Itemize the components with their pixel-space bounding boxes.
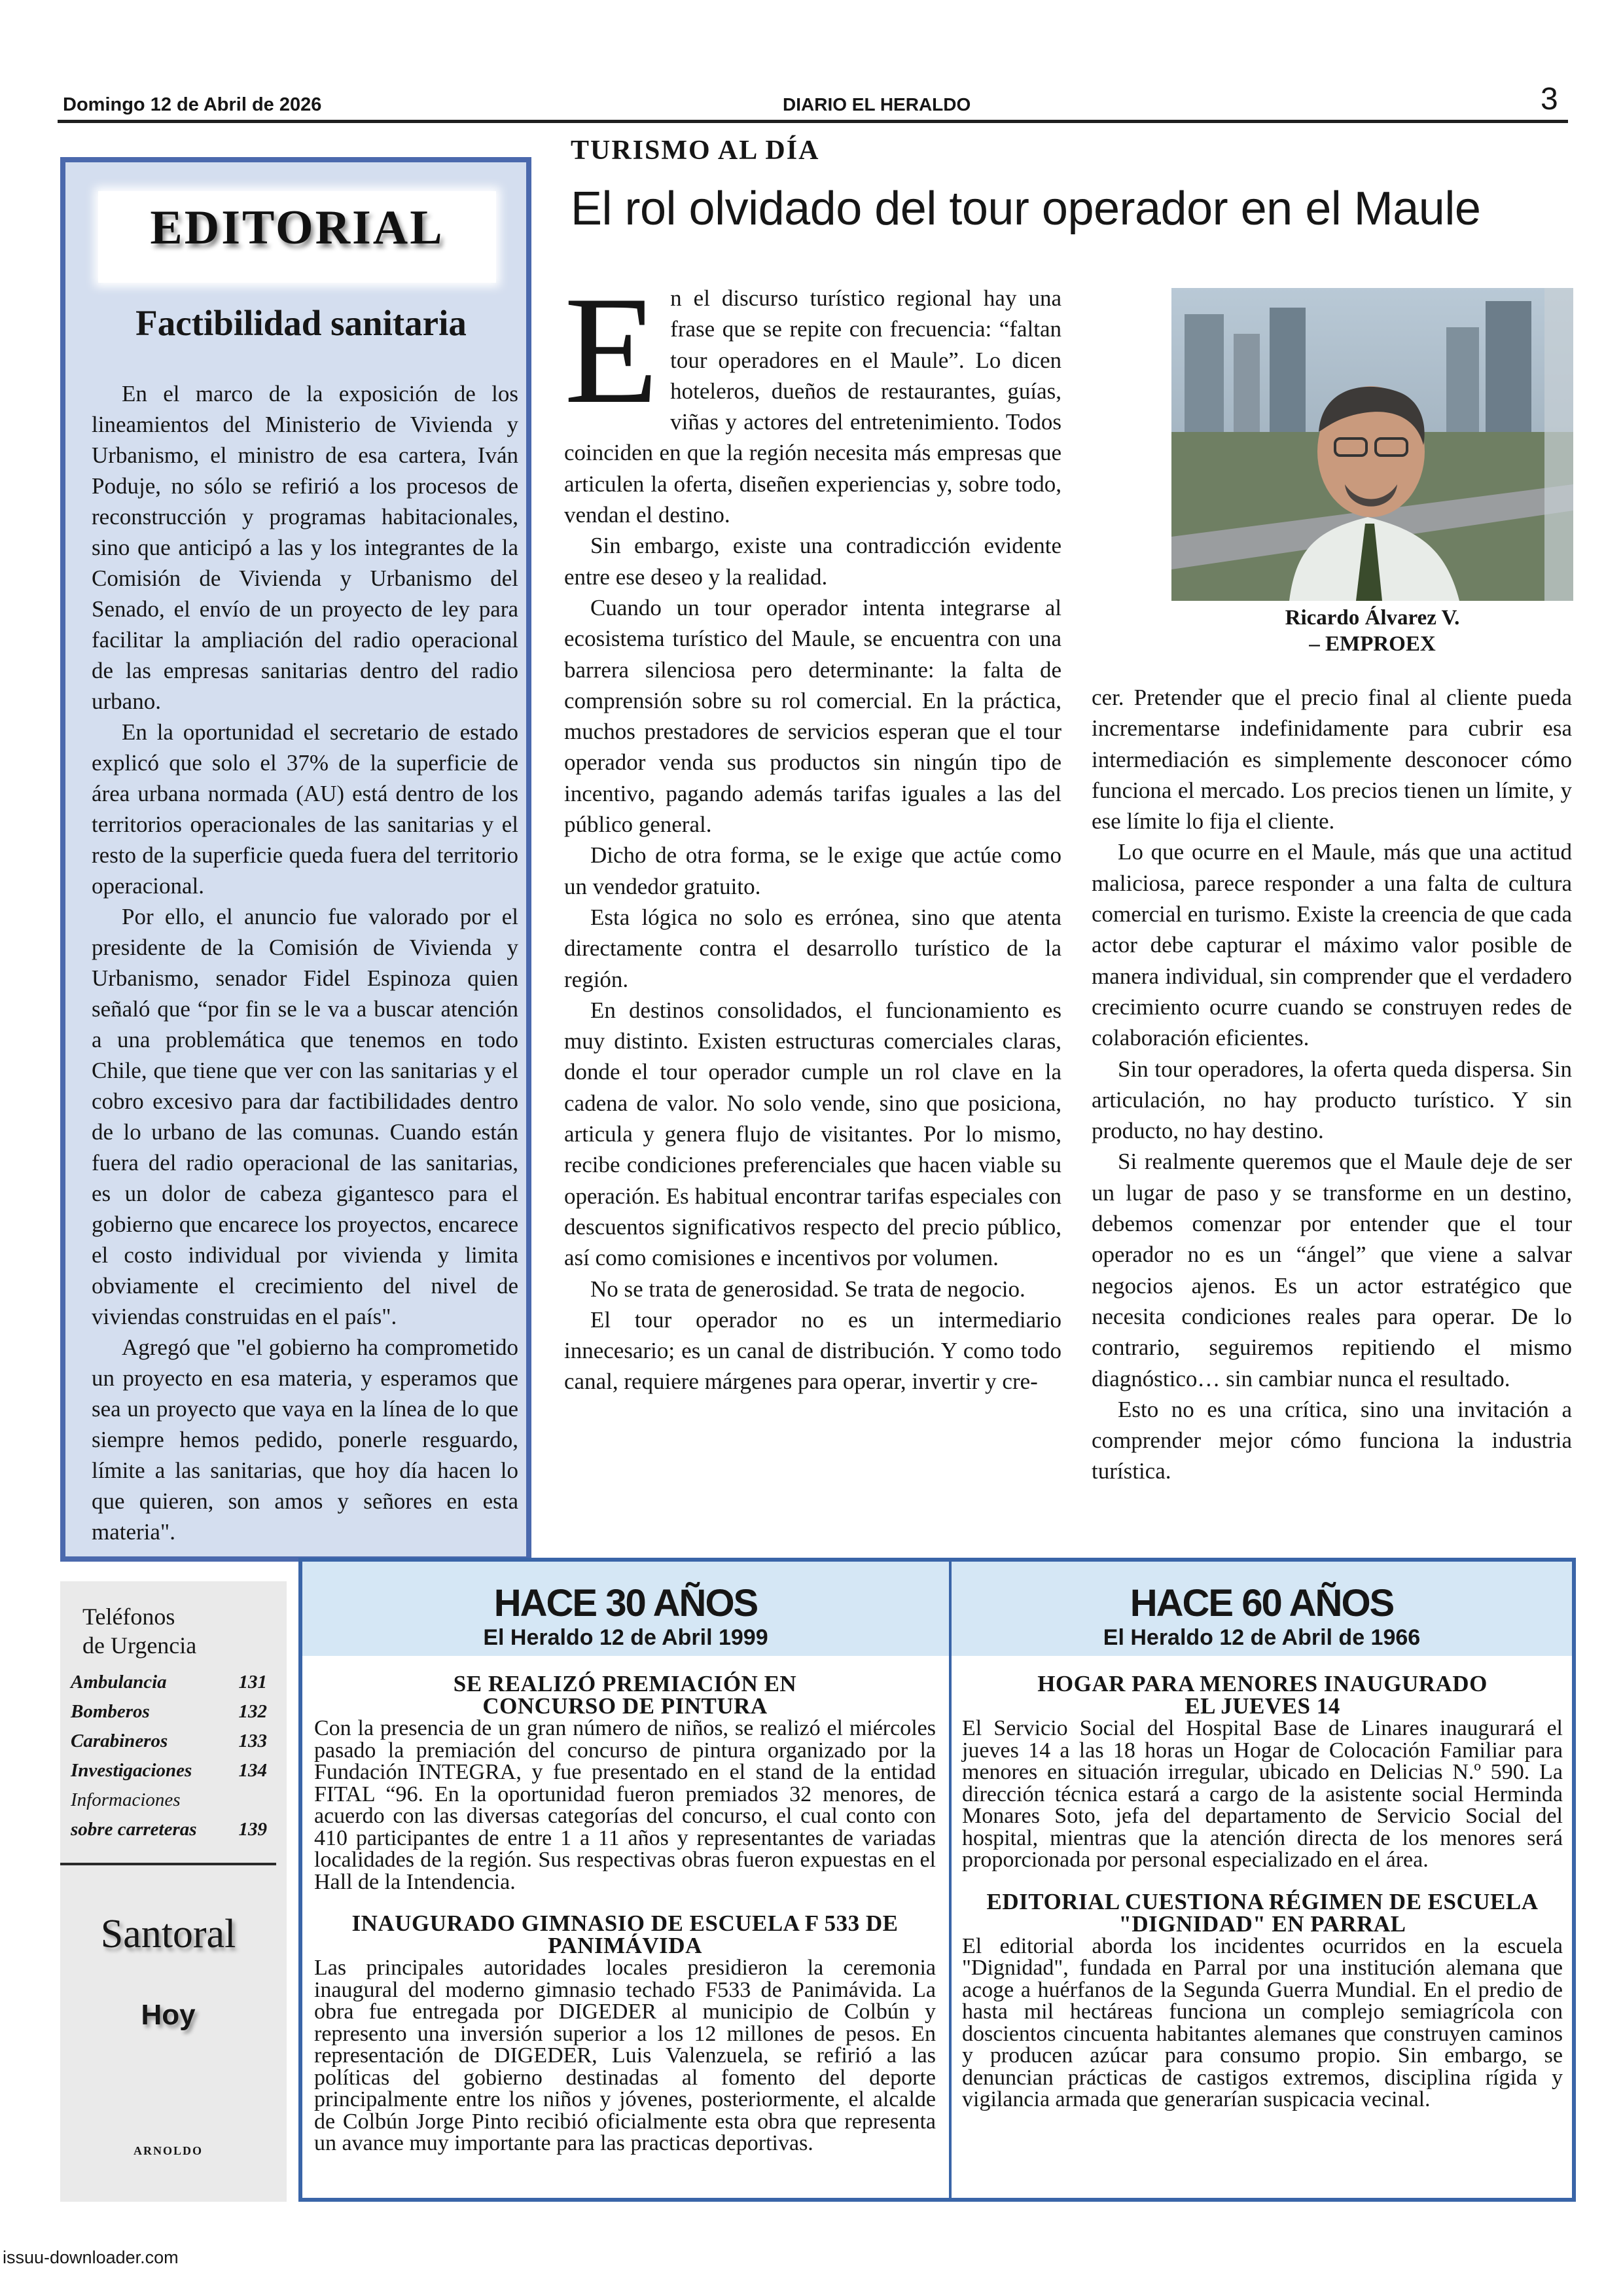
phone-row: sobre carreteras 139	[71, 1819, 267, 1840]
editorial-paragraph: En la oportunidad el secretario de estado explicó que solo el 37% de la superficie de área urbana normada (AU) está dentro de los territorios operacionales de las sanitarias y el resto de la superficie queda fuera del territorio operacional.	[92, 719, 518, 899]
editorial-body	[92, 378, 518, 1547]
editorial-paragraph: Por ello, el anuncio fue valorado por el presidente de la Comisión de Vivienda y Urbanismo, senador Fidel Espinoza quien señaló que “por fin se le va a buscar atención a una problemática que tenemos en todo Chile, que tiene que ver con las sanitarias y el cobro excesivo para dar factibilidades dentro de lo urbano de las comunas. Cuando están fuera del radio operacional de las sanitarias, es un dolor de cabeza gigantesco para el gobierno que encarece los proyectos, encarece el costo individual por vivienda y limita obviamente el crecimiento del nivel de viviendas construidas en el país".	[92, 904, 518, 1329]
header-rule	[58, 120, 1568, 123]
phones-title-line: de Urgencia	[82, 1632, 197, 1659]
editorial-title: Factibilidad sanitaria	[135, 303, 467, 343]
hace60-story2-title: EDITORIAL CUESTIONA RÉGIMEN DE ESCUELA "DIGNIDAD" EN PARRAL	[986, 1888, 1539, 1937]
article-paragraph: En destinos consolidados, el funcionamiento es muy distinto. Existen estructuras comerciales claras, donde el tour operador cumple un rol clave en la cadena de valor. No solo vende, sino que posiciona, articula y genera flujo de visitantes. Por lo mismo, recibe condiciones preferenciales que hacen viable su operación. Es habitual encontrar tarifas especiales con descuentos significativos respecto del precio público, así como comisiones e incentivos por volumen.	[564, 997, 1061, 1271]
watermark-url[interactable]: issuu-downloader.com	[3, 2248, 179, 2267]
article-paragraph: Sin embargo, existe una contradicción evidente entre ese deseo y la realidad.	[564, 533, 1061, 590]
article-paragraph: Esta lógica no solo es errónea, sino que atenta directamente contra el desarrollo turístico de la región.	[564, 904, 1061, 992]
article-paragraph: Esto no es una crítica, sino una invitación a comprender mejor cómo funciona la industria turística.	[1092, 1396, 1572, 1484]
hace30-subtitle: El Heraldo 12 de Abril 1999	[483, 1625, 768, 1650]
phone-row-note: Informaciones	[71, 1789, 181, 1810]
article-paragraph: Lo que ocurre en el Maule, más que una actitud maliciosa, parece responder a una falta de cultura comercial en turismo. Existe la creencia de que cada actor debe capturar el máximo valor posible de manera individual, sin comprender que el verdadero crecimiento ocurre cuando se construyen redes de colaboración eficientes.	[1092, 839, 1572, 1051]
article-headline: El rol olvidado del tour operador en el Maule	[571, 183, 1481, 235]
hace60-column	[962, 1673, 1563, 2111]
photo-caption-org: – EMPROEX	[1309, 632, 1436, 656]
drop-cap: E	[564, 265, 659, 436]
hace30-story2-body: Las principales autoridades locales presidieron la ceremonia inaugural del moderno gimnasio techado F533 de Panimávida. La obra fue entregada por DIGEDER al municipio de Colbún y represento una inversión superior a los 12 millones de pesos. En representación de DIGEDER, Luis Valenzuela, se refirió a las políticas del gobierno destinadas al fomento del deporte principalmente entre los niños y jóvenes, posteriormente, el alcalde de Colbún Jorge Pinto recibió oficialmente esta obra que representa un avance muy importante para las practicas deportivas.	[314, 1956, 936, 2155]
phone-row: Investigaciones 134	[71, 1760, 267, 1781]
article-paragraph: El tour operador no es un intermediario innecesario; es un canal de distribución. Y como todo canal, requiere márgenes para operar, invertir y cre-	[564, 1306, 1061, 1395]
phone-row: Ambulancia 131	[71, 1672, 267, 1693]
hace60-subtitle: El Heraldo 12 de Abril de 1966	[1103, 1625, 1421, 1650]
hace60-story1-body: El Servicio Social del Hospital Base de Linares inaugurará el jueves 14 a las 18 horas un Hogar de Colocación Familiar para menores en situación irregular, ubicado en Delicias N.º 590. La dirección técnica estará a cargo de la asistente social Herminda Monares Soto, jefa del departamento de Servicio Social del hospital, mientras que la atención directa de los menores será proporcionada por personal especializado en el área.	[962, 1716, 1563, 1872]
hace60-title: HACE 60 AÑOS	[1130, 1582, 1394, 1624]
santoral-title: Santoral	[100, 1912, 236, 1956]
phone-row: Carabineros 133	[71, 1731, 267, 1751]
article-column-1	[564, 265, 1061, 1397]
santoral-saint: ARNOLDO	[133, 2144, 203, 2157]
article-paragraph: Cuando un tour operador intenta integrarse al ecosistema turístico del Maule, se encuentra con una barrera silenciosa pero determinante: la falta de comprensión sobre su rol comercial. En la práctica, muchos prestadores de servicios esperan que el tour operador venda sus productos sin ningún tipo de incentivo, pagando además tarifas iguales a las del público general.	[564, 594, 1061, 838]
article-paragraph: No se trata de generosidad. Se trata de negocio.	[590, 1276, 1026, 1302]
article-paragraph: cer. Pretender que el precio final al cliente pueda incrementarse indefinidamente para cubrir esa intermediación es simplemente desconocer cómo funciona el mercado. Los precios tienen un límite, y ese límite lo fija el cliente.	[1092, 685, 1572, 834]
hace30-story1-body: Con la presencia de un gran número de niños, se realizó el miércoles pasado la premiación del concurso de pintura organizado por la Fundación INTEGRA, y fue presentado en el stand de la entidad FITAL “96. En la oportunidad fueron premiados 32 menores, de acuerdo con las diversas categorías del concurso, el cual conto con 410 participantes de entre 1 a 11 años y representantes de variadas localidades de la región. Sus respectivas obras fueron expuestas en el Hall de la Intendencia.	[314, 1716, 936, 1894]
hace30-story1-title: SE REALIZÓ PREMIACIÓN EN CONCURSO DE PINTURA	[453, 1671, 797, 1719]
section-kicker: TURISMO AL DÍA	[571, 135, 820, 166]
phones-title-line: Teléfonos	[82, 1604, 175, 1630]
santoral-today: Hoy	[141, 1999, 196, 2031]
article-paragraph: Sin tour operadores, la oferta queda dispersa. Sin articulación, no hay producto turístico. Y sin producto, no hay destino.	[1092, 1056, 1572, 1144]
editorial-label-box	[98, 191, 496, 283]
page-number: 3	[1541, 82, 1558, 117]
article-paragraph: En el discurso turístico regional hay una frase que se repite con frecuencia: “faltan tour operadores en el Maule”. Lo dicen hoteleros, dueños de restaurantes, guías, viñas y actores del entretenimiento. Todos coinciden en que la región necesita más empresas que articulen la oferta, diseñen experiencias y, sobre todo, vendan el destino.	[564, 265, 1061, 528]
newspaper-name: DIARIO EL HERALDO	[783, 94, 971, 115]
hace30-story2-title: INAUGURADO GIMNASIO DE ESCUELA F 533 DE PANIMÁVIDA	[351, 1910, 899, 1958]
article-paragraph: Dicho de otra forma, se le exige que actúe como un vendedor gratuito.	[564, 842, 1061, 899]
phones-list	[71, 1668, 267, 1844]
author-photo	[1171, 288, 1573, 601]
editorial-paragraph: En el marco de la exposición de los lineamientos del Ministerio de Vivienda y Urbanismo, el ministro de esa cartera, Iván Poduje, no sólo se refirió a los procesos de reconstrucción y programas habitacionales, sino que anticipó a las y los integrantes de la Comisión de Vivienda y Urbanismo del Senado, el envío de un proyecto de ley para facilitar la ampliación del radio operacional de las empresas sanitarias dentro del radio urbano.	[92, 381, 518, 714]
hace30-column	[314, 1673, 936, 2155]
header-date: Domingo 12 de Abril de 2026	[63, 94, 322, 115]
hace60-story2-body: El editorial aborda los incidentes ocurridos en la escuela "Dignidad", fundada en Parral por una institución alemana que acoge a huérfanos de la Segunda Guerra Mundial. En el predio de hasta mil hectáreas funciona un complejo semiagrícola con doscientos cincuenta habitantes alemanes que construyen caminos y producen azúcar para consumo propio. Sin embargo, se denuncian prácticas de castigos extremos, disciplina rígida y vigilancia armada que generarían suspicacia vecinal.	[962, 1933, 1563, 2111]
sidebar-divider	[60, 1863, 276, 1865]
phone-row: Bomberos 132	[71, 1701, 267, 1722]
photo-caption	[1171, 605, 1573, 657]
photo-caption-name: Ricardo Álvarez V.	[1285, 606, 1460, 630]
phones-title	[82, 1602, 279, 1660]
author-photo-illustration	[1171, 288, 1573, 601]
article-column-2	[1092, 682, 1572, 1487]
article-paragraph: Si realmente queremos que el Maule deje de ser un lugar de paso y se transforme en un destino, debemos comenzar por entender que el tour operador no es un “ángel” que viene a salvar negocios ajenos. Es un actor estratégico que necesita condiciones reales para operar. De lo contrario, seguiremos repitiendo el mismo diagnóstico… sin cambiar nunca el resultado.	[1092, 1149, 1572, 1391]
hace60-story1-title: HOGAR PARA MENORES INAUGURADO EL JUEVES 14	[1037, 1671, 1488, 1719]
hace30-title: HACE 30 AÑOS	[493, 1582, 758, 1624]
hace60-header	[952, 1562, 1572, 1656]
editorial-paragraph: Agregó que "el gobierno ha comprometido un proyecto en esa materia, y esperamos que sea un proyecto que vaya en la línea de lo que siempre hemos pedido, ponerle resguardo, límite a las sanitarias, que hoy día hacen lo que quieren, son amos y señores en esta materia".	[92, 1335, 518, 1545]
editorial-label: EDITORIAL	[150, 201, 444, 255]
hace30-header	[302, 1562, 949, 1656]
